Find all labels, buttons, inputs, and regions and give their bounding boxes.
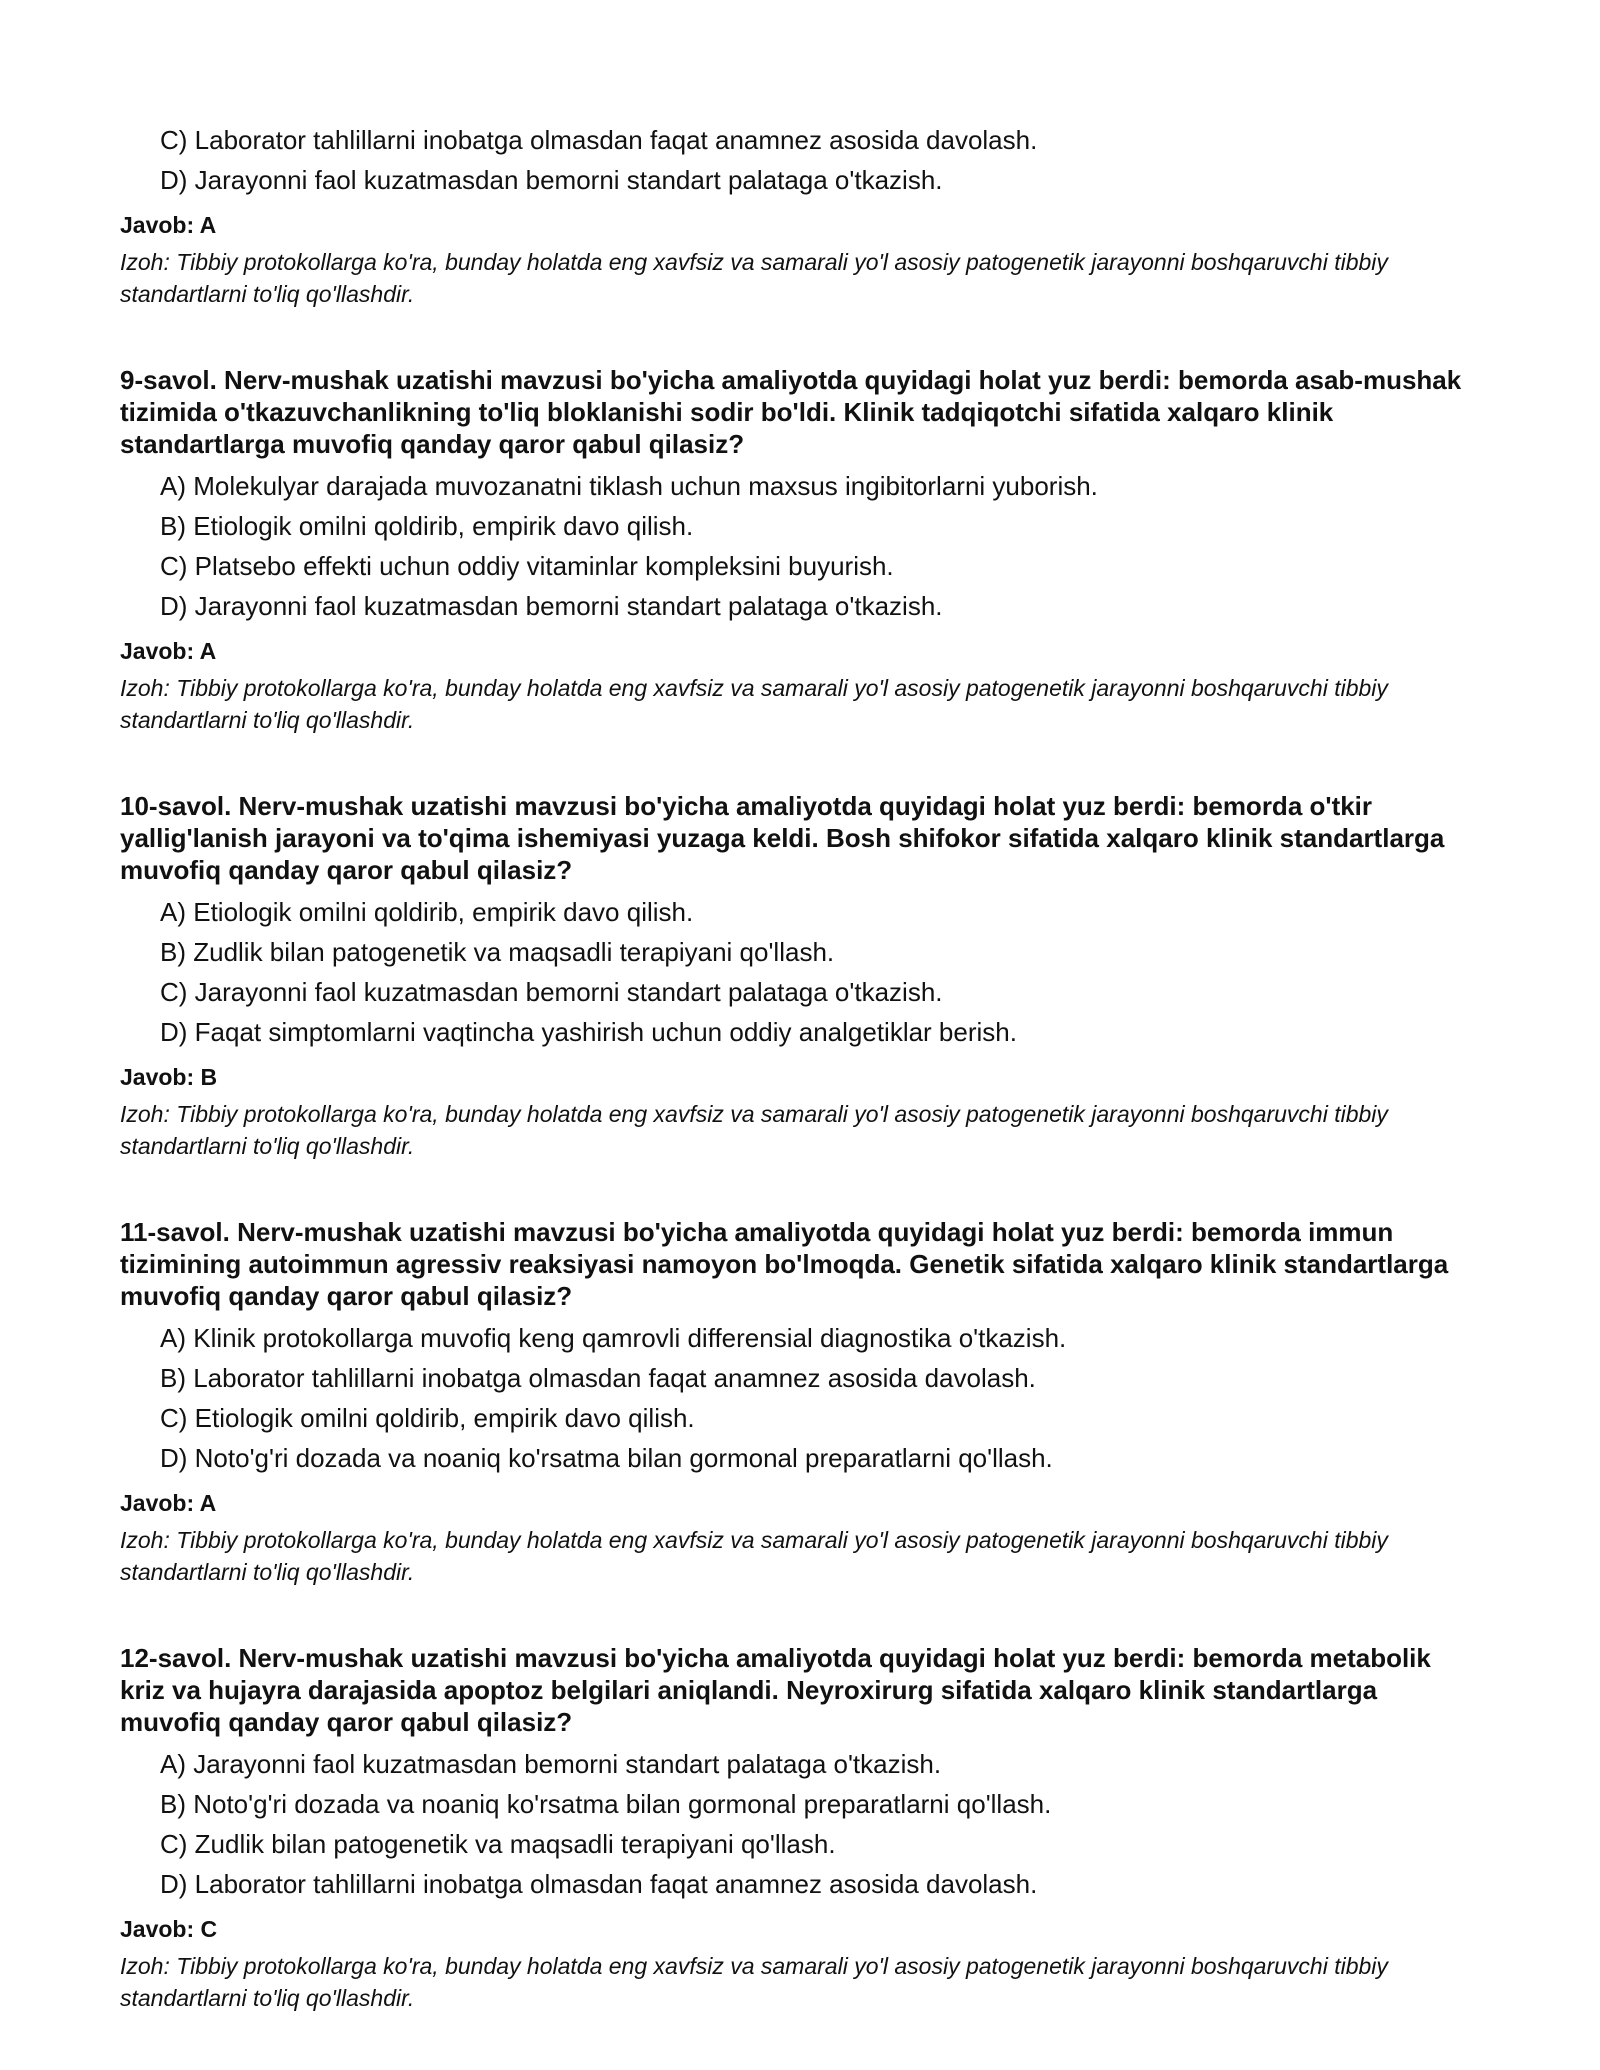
answer-option: C) Platsebo effekti uchun oddiy vitaminlar kompleksini buyurish. (160, 551, 894, 581)
correct-answer: Javob: B (120, 1064, 218, 1090)
answer-option: D) Jarayonni faol kuzatmasdan bemorni standart palataga o'tkazish. (160, 165, 943, 195)
correct-answer: Javob: A (120, 638, 217, 664)
answer-option: A) Jarayonni faol kuzatmasdan bemorni standart palataga o'tkazish. (160, 1749, 942, 1779)
answer-option: B) Laborator tahlillarni inobatga olmasdan faqat anamnez asosida davolash. (160, 1363, 1036, 1393)
answer-option: D) Jarayonni faol kuzatmasdan bemorni standart palataga o'tkazish. (160, 591, 943, 621)
correct-answer: Javob: A (120, 1490, 217, 1516)
answer-option: A) Klinik protokollarga muvofiq keng qamrovli differensial diagnostika o'tkazish. (160, 1323, 1067, 1353)
question-continuation (120, 120, 1480, 310)
answer-option: D) Laborator tahlillarni inobatga olmasdan faqat anamnez asosida davolash. (160, 1869, 1038, 1899)
answer-option: C) Jarayonni faol kuzatmasdan bemorni standart palataga o'tkazish. (160, 977, 943, 1007)
correct-answer: Javob: C (120, 1916, 218, 1942)
question-block-10 (120, 790, 1480, 1162)
answer-option: D) Noto'g'ri dozada va noaniq ko'rsatma bilan gormonal preparatlarni qo'llash. (160, 1443, 1053, 1473)
question-block-11 (120, 1216, 1480, 1588)
question-text: 11-savol. Nerv-mushak uzatishi mavzusi bo'yicha amaliyotda quyidagi holat yuz berdi: bemorda immun tizimining autoimmun agressiv reaksiyasi namoyon bo'lmoqda. Genetik sifatida xalqaro klinik standartlarga muvofiq qanday qaror qabul qilasiz? (120, 1217, 1449, 1311)
correct-answer: Javob: A (120, 212, 217, 238)
question-block-9 (120, 364, 1480, 736)
answer-option: B) Zudlik bilan patogenetik va maqsadli terapiyani qo'llash. (160, 937, 835, 967)
question-text: 12-savol. Nerv-mushak uzatishi mavzusi bo'yicha amaliyotda quyidagi holat yuz berdi: bemorda metabolik kriz va hujayra darajasida apoptoz belgilari aniqlandi. Neyroxirurg sifatida xalqaro klinik standartlarga muvofiq qanday qaror qabul qilasiz? (120, 1643, 1431, 1737)
question-text: 10-savol. Nerv-mushak uzatishi mavzusi bo'yicha amaliyotda quyidagi holat yuz berdi: bemorda o'tkir yallig'lanish jarayoni va to'qima ishemiyasi yuzaga keldi. Bosh shifokor sifatida xalqaro klinik standartlarga muvofiq qanday qaror qabul qilasiz? (120, 791, 1445, 885)
explanation-note: Izoh: Tibbiy protokollarga ko'ra, bunday holatda eng xavfsiz va samarali yo'l asosiy patogenetik jarayonni boshqaruvchi tibbiy standartlarni to'liq qo'llashdir. (120, 675, 1388, 733)
explanation-note: Izoh: Tibbiy protokollarga ko'ra, bunday holatda eng xavfsiz va samarali yo'l asosiy patogenetik jarayonni boshqaruvchi tibbiy standartlarni to'liq qo'llashdir. (120, 1101, 1388, 1159)
answer-option: A) Molekulyar darajada muvozanatni tiklash uchun maxsus ingibitorlarni yuborish. (160, 471, 1098, 501)
answer-option: C) Laborator tahlillarni inobatga olmasdan faqat anamnez asosida davolash. (160, 125, 1038, 155)
answer-option: C) Etiologik omilni qoldirib, empirik davo qilish. (160, 1403, 695, 1433)
question-text: 9-savol. Nerv-mushak uzatishi mavzusi bo'yicha amaliyotda quyidagi holat yuz berdi: bemorda asab-mushak tizimida o'tkazuvchanlikning to'liq bloklanishi sodir bo'ldi. Klinik tadqiqotchi sifatida xalqaro klinik standartlarga muvofiq qanday qaror qabul qilasiz? (120, 365, 1462, 459)
explanation-note: Izoh: Tibbiy protokollarga ko'ra, bunday holatda eng xavfsiz va samarali yo'l asosiy patogenetik jarayonni boshqaruvchi tibbiy standartlarni to'liq qo'llashdir. (120, 1527, 1388, 1585)
answer-option: C) Zudlik bilan patogenetik va maqsadli terapiyani qo'llash. (160, 1829, 836, 1859)
explanation-note: Izoh: Tibbiy protokollarga ko'ra, bunday holatda eng xavfsiz va samarali yo'l asosiy patogenetik jarayonni boshqaruvchi tibbiy standartlarni to'liq qo'llashdir. (120, 249, 1388, 307)
answer-option: B) Etiologik omilni qoldirib, empirik davo qilish. (160, 511, 694, 541)
document-page (120, 0, 1480, 2014)
answer-option: A) Etiologik omilni qoldirib, empirik davo qilish. (160, 897, 694, 927)
answer-option: D) Faqat simptomlarni vaqtincha yashirish uchun oddiy analgetiklar berish. (160, 1017, 1017, 1047)
explanation-note: Izoh: Tibbiy protokollarga ko'ra, bunday holatda eng xavfsiz va samarali yo'l asosiy patogenetik jarayonni boshqaruvchi tibbiy standartlarni to'liq qo'llashdir. (120, 1953, 1388, 2011)
answer-option: B) Noto'g'ri dozada va noaniq ko'rsatma bilan gormonal preparatlarni qo'llash. (160, 1789, 1052, 1819)
question-block-12 (120, 1642, 1480, 2014)
